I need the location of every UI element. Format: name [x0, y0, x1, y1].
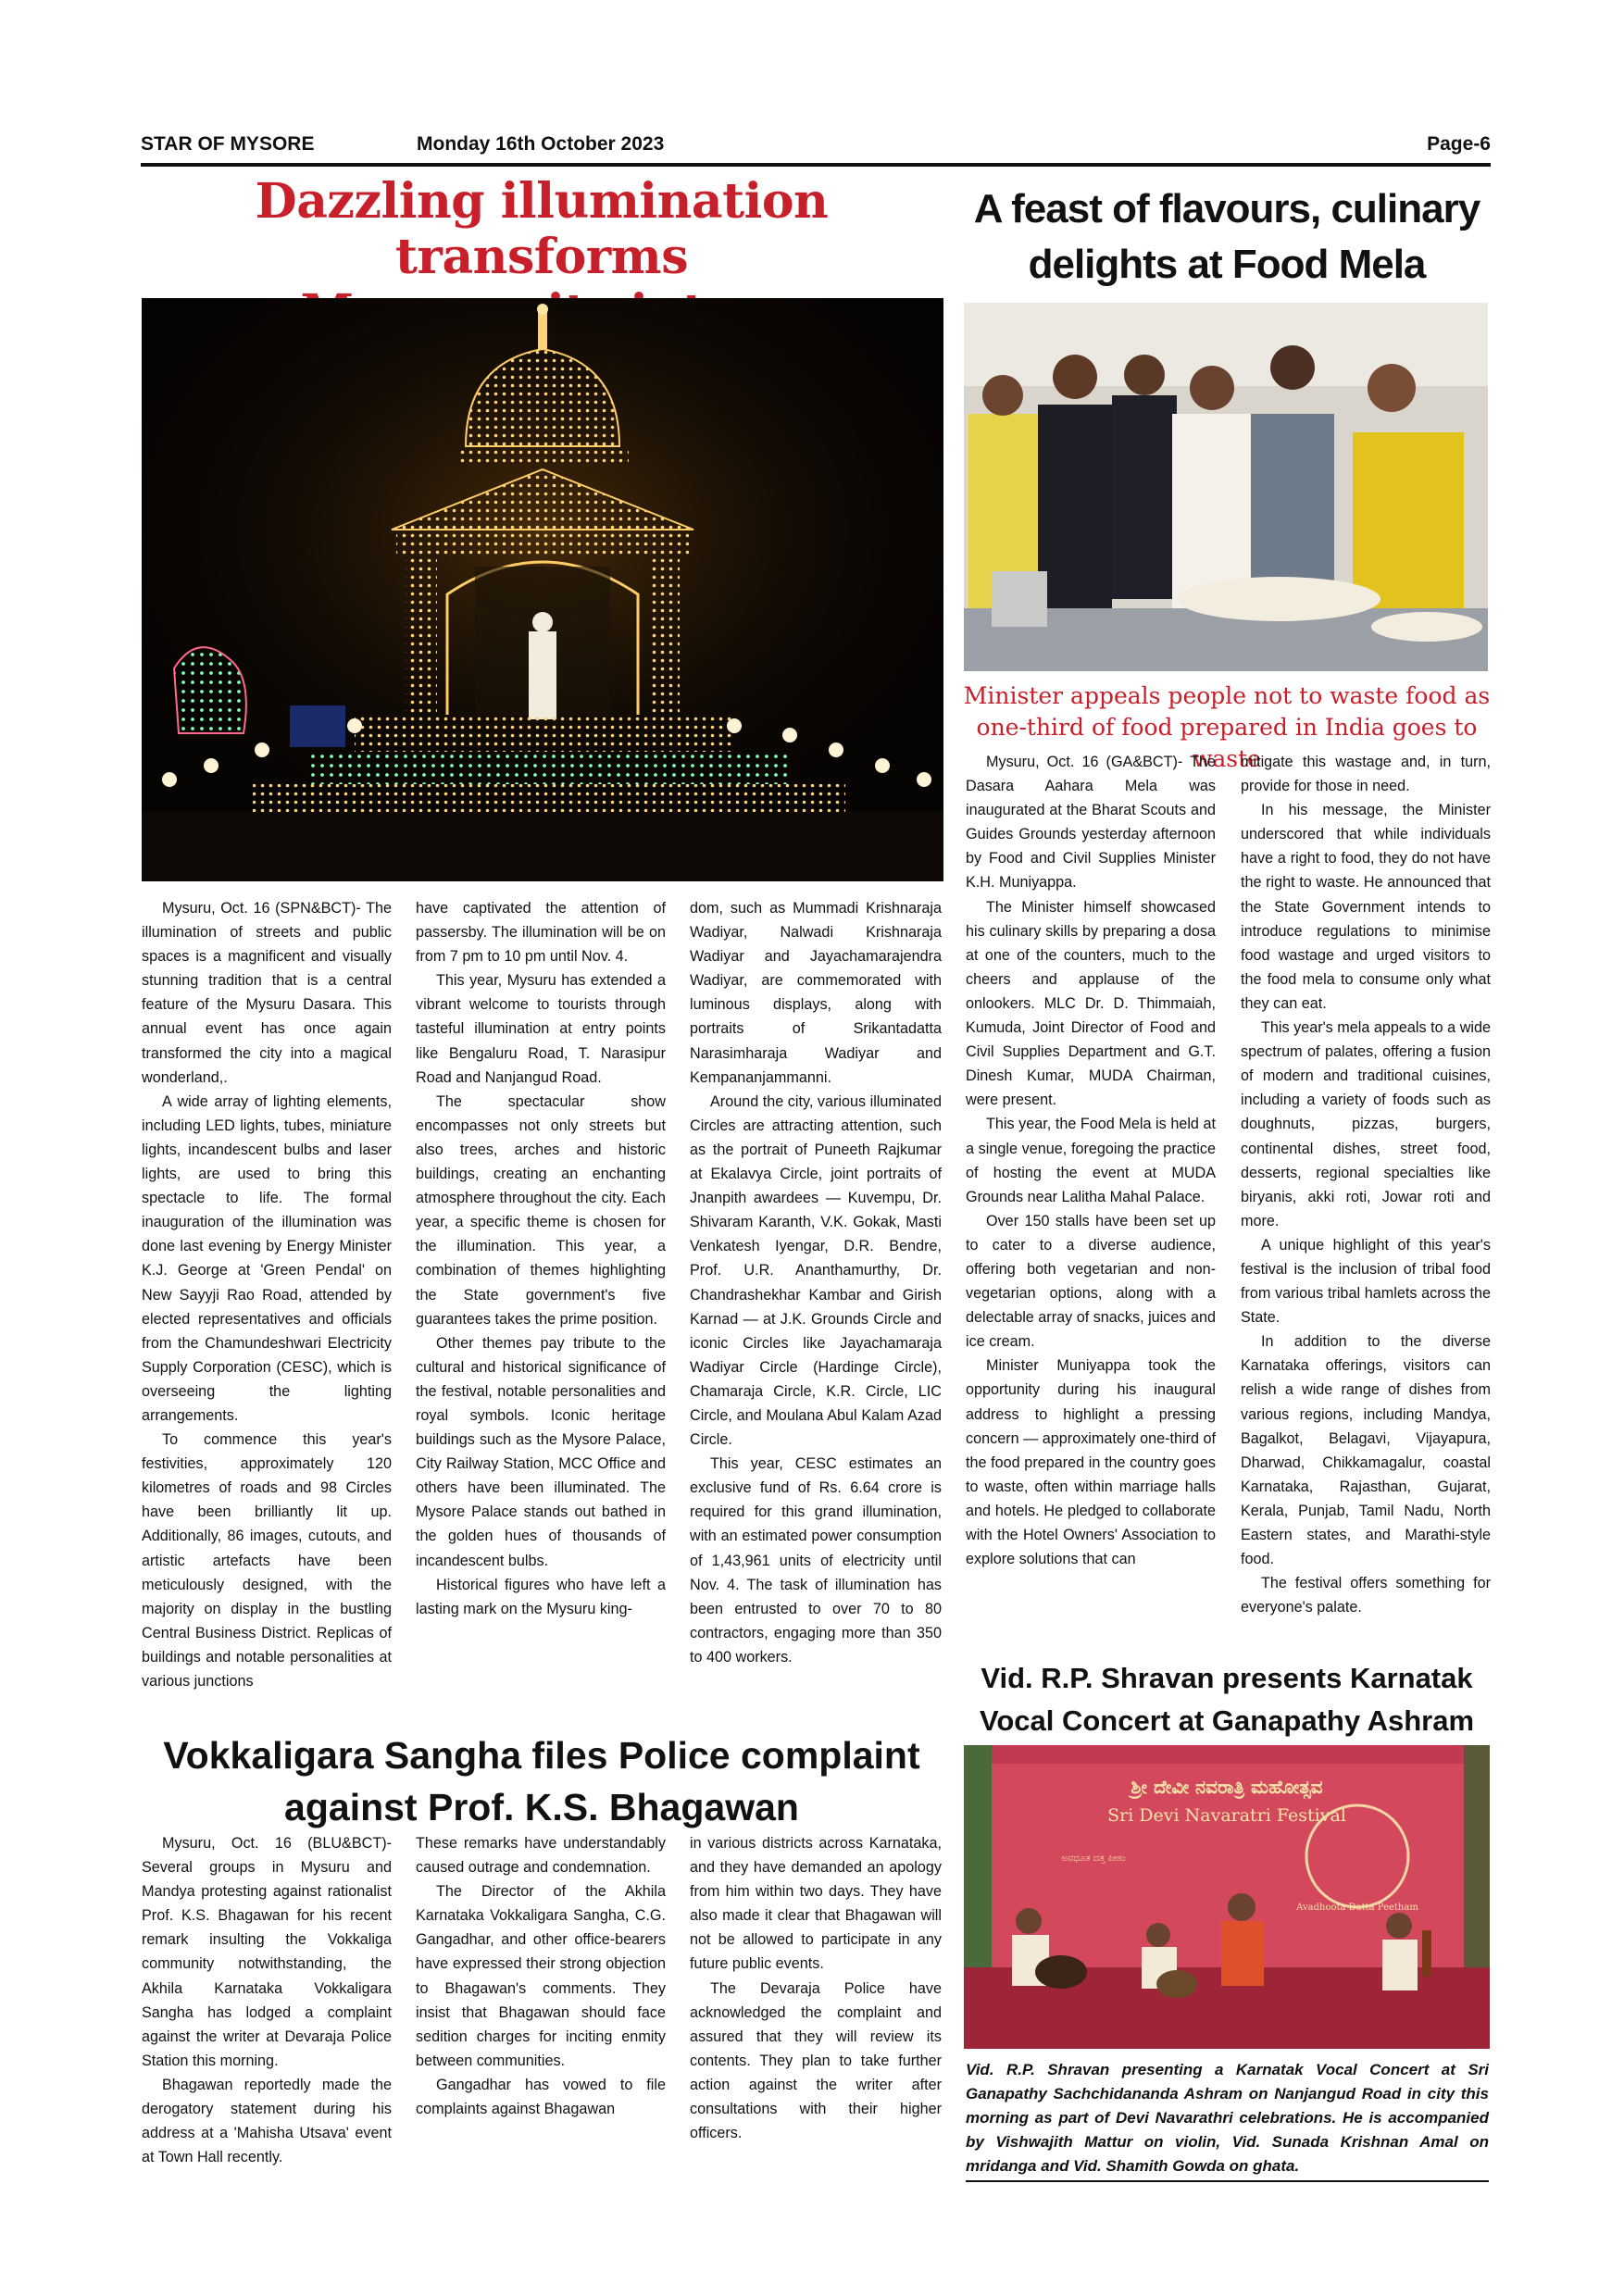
page-header — [141, 131, 1491, 167]
article4-headline-line2: Vocal Concert at Ganapathy Ashram — [979, 1704, 1475, 1737]
article4-headline — [963, 1657, 1491, 1742]
article1-col1-para: Mysuru, Oct. 16 (SPN&BCT)- The illumination of streets and public spaces is a magnificent and visually stunning tradition that is a central feature of the Mysuru Dasara. This annual event has once again transformed the city into a magical wonderland,. — [142, 900, 392, 1086]
article1-col1-para: To commence this year's festivities, approximately 120 kilometres of roads and 98 Circles have been brilliantly lit up. Additionally, 86 images, cutouts, and artistic artefacts have been meticulously designed, with the majority on display in the bustling Central Business District. Replicas of buildings and notable personalities at various junctions — [142, 1431, 392, 1690]
article1-column-1 — [142, 896, 392, 1693]
article1-col2-para: have captivated the attention of passersby. The illumination will be on from 7 pm to 10 pm until Nov. 4. — [416, 900, 666, 966]
banner-left-text: ಅವಧೂತ ದತ್ತ ಪೀಠಂ — [1061, 1853, 1126, 1864]
article1-col3-para: Around the city, various illuminated Circles are attracting attention, such as the portrait of Puneeth Rajkumar at Ekalavya Circle, joint portraits of Jnanpith awardees — Kuvempu, Dr. Shivaram Karanth, V.K. Gokak, Masti Venkatesh Iyengar, D.R. Bendre, Prof. U.R. Ananthamurthy, Dr. Chandrashekhar Kambar and Girish Karnad — at J.K. Grounds Circle and iconic Circles like Jayachamaraja Wadiyar Circle (Hardinge Circle), Chamaraja Circle, K.R. Circle, LIC Circle, and Moulana Abul Kalam Azad Circle. — [690, 1092, 942, 1449]
article1-col3-para: This year, CESC estimates an exclusive fund of Rs. 6.64 crore is required for this grand illumination, with an estimated power consumption of 1,43,961 units of electricity until Nov. 4. The task of illumination has been entrusted to over 70 to 80 contractors, engaging more than 350 to 400 workers. — [690, 1455, 942, 1666]
article2-col1-para: This year, the Food Mela is held at a single venue, foregoing the practice of hosting the event at MUDA Grounds near Lalitha Mahal Palace. — [966, 1116, 1216, 1205]
article3-col2-para: Gangadhar has vowed to file complaints against Bhagawan — [416, 2076, 666, 2118]
article4-headline-line1: Vid. R.P. Shravan presents Karnatak — [981, 1662, 1473, 1694]
article2-headline-line2: delights at Food Mela — [1028, 242, 1426, 287]
banner-english-text: Sri Devi Navaratri Festival — [1107, 1805, 1346, 1826]
article1-col2-para: The spectacular show encompasses not only streets but also trees, arches and historic buildings, creating an enchanting atmosphere throughout the city. Each year, a specific theme is chosen for the illumination. This year, a combination of themes highlighting the State government's five guarantees takes the prime position. — [416, 1092, 666, 1328]
article3-col1-para: Mysuru, Oct. 16 (BLU&BCT)- Several groups in Mysuru and Mandya protesting against rationalist Prof. K.S. Bhagawan for his recent remark insulting the Vokkaliga community notwithstanding, the Akhila Karnataka Vokkaligara Sangha has lodged a complaint against the writer at Devaraja Police Station this morning. — [142, 1835, 392, 2069]
article1-col3-para: dom, such as Mummadi Krishnaraja Wadiyar, Nalwadi Krishnaraja Wadiyar and Jayachamarajendra Wadiyar, are commemorated with luminous displays, along with portraits of Srikantadatta Narasimharaja Wadiyar and Kempananjammanni. — [690, 900, 942, 1086]
article2-col2-para: A unique highlight of this year's festival is the inclusion of tribal food from various tribal hamlets across the State. — [1241, 1236, 1491, 1327]
article3-column-1 — [142, 1831, 392, 2169]
article2-col1-para: Over 150 stalls have been set up to cater to a diverse audience, offering both vegetarian and non-vegetarian options, along with a delectable array of snacks, juices and ice cream. — [966, 1212, 1216, 1351]
article2-column-2 — [1241, 750, 1491, 1619]
article2-column-1 — [966, 750, 1216, 1571]
article2-col1-para: Mysuru, Oct. 16 (GA&BCT)- The Dasara Aahara Mela was inaugurated at the Bharat Scouts and Guides Grounds yesterday afternoon by Food and Civil Supplies Minister K.H. Muniyappa. — [966, 754, 1216, 892]
article1-headline-line1: Dazzling illumination transforms — [255, 173, 829, 285]
article1-col1-para: A wide array of lighting elements, including LED lights, tubes, miniature lights, incandescent bulbs and laser lights, are used to bring this spectacle to life. The formal inauguration of the illumination was done last evening by Energy Minister K.J. George at 'Green Pendal' on New Sayyji Rao Road, attended by elected representatives and officials from the Chamundeshwari Electricity Supply Corporation (CESC), which is overseeing the lighting arrangements. — [142, 1092, 392, 1424]
concert-photo — [964, 1745, 1490, 2049]
article1-col2-para: Historical figures who have left a lasting mark on the Mysuru king- — [416, 1576, 666, 1617]
page-number: Page-6 — [1427, 133, 1491, 155]
article1-col2-para: This year, Mysuru has extended a vibrant welcome to tourists through tasteful illumination at entry points like Bengaluru Road, T. Narasipur Road and Nanjangud Road. — [416, 972, 666, 1086]
illumination-photo — [142, 298, 943, 881]
article2-sub-line2: one-third of food prepared in India goes to waste — [976, 714, 1478, 772]
article3-headline-line1: Vokkaligara Sangha files Police complaint — [163, 1734, 920, 1777]
article1-column-2 — [416, 896, 666, 1621]
article2-col2-para: mitigate this wastage and, in turn, provide for those in need. — [1241, 754, 1491, 795]
article3-column-3 — [690, 1831, 942, 2145]
article3-col2-para: These remarks have understandably caused outrage and condemnation. — [416, 1835, 666, 1877]
article3-col3-para: in various districts across Karnataka, and they have demanded an apology from him within two days. They have also made it clear that Bhagawan will not be allowed to participate in any future public events. — [690, 1835, 942, 1973]
banner-kannada-text: ಶ್ರೀ ದೇವೀ ನವರಾತ್ರಿ ಮಹೋತ್ಸವ — [1131, 1776, 1323, 1798]
article3-headline-line2: against Prof. K.S. Bhagawan — [284, 1786, 799, 1828]
article1-col2-para: Other themes pay tribute to the cultural and historical significance of the festival, notable personalities and royal symbols. Iconic heritage buildings such as the Mysore Palace, City Railway Station, MCC Office and others have been illuminated. The Mysore Palace stands out bathed in the golden hues of thousands of incandescent bulbs. — [416, 1334, 666, 1569]
article2-col1-para: The Minister himself showcased his culinary skills by preparing a dosa at one of the counters, much to the cheers and applause of the onlookers. MLC Dr. D. Thimmaiah, Kumuda, Joint Director of Food and Civil Supplies Department and G.T. Dinesh Kumar, MUDA Chairman, were present. — [966, 898, 1216, 1109]
banner-right-text: Avadhoota Datta Peetham — [1296, 1903, 1418, 1913]
issue-date: Monday 16th October 2023 — [417, 133, 665, 155]
article3-col2-para: The Director of the Akhila Karnataka Vokkaligara Sangha, C.G. Gangadhar, and other office-bearers have expressed their strong objection to Bhagawan's comments. They insist that Bhagawan should face sedition charges for inciting enmity between communities. — [416, 1883, 666, 2069]
article2-col2-para: This year's mela appeals to a wide spectrum of palates, offering a fusion of modern and traditional cuisines, including a variety of foods such as doughnuts, pizzas, burgers, continental dishes, street food, desserts, regional specialties like biryanis, akki roti, Jowar roti and more. — [1241, 1019, 1491, 1229]
article2-col2-para: In his message, the Minister underscored that while individuals have a right to food, they do not have the right to waste. He announced that the State Government intends to introduce regulations to minimise food wastage and urged visitors to the food mela to consume only what they can eat. — [1241, 802, 1491, 1012]
article2-headline — [963, 181, 1491, 293]
article3-headline — [139, 1729, 944, 1833]
article2-col1-para: Minister Muniyappa took the opportunity during his inaugural address to highlight a pressing concern — approximately one-third of the food prepared in the country goes to waste, often within marriage halls and hotels. He pledged to collaborate with the Hotel Owners' Association to explore solutions that can — [966, 1357, 1216, 1568]
article3-column-2 — [416, 1831, 666, 2121]
concert-photo-caption: Vid. R.P. Shravan presenting a Karnatak Vocal Concert at Sri Ganapathy Sachchidananda Ashram on Nanjangud Road in city this morning as part of Devi Navarathri celebrations. He is accompanied by Vishwajith Mattur on violin, Vid. Sunada Krishnan Amal on mridanga and Vid. Shamith Gowda on ghata. — [966, 2058, 1489, 2182]
article3-col1-para: Bhagawan reportedly made the derogatory statement during his address at a 'Mahisha Utsava' event at Town Hall recently. — [142, 2076, 392, 2166]
article3-col3-para: The Devaraja Police have acknowledged the complaint and assured that they will review its contents. They plan to take further action against the writer after consultations with their higher officers. — [690, 1979, 942, 2142]
paper-name: STAR OF MYSORE — [141, 133, 315, 155]
article2-headline-line1: A feast of flavours, culinary — [973, 186, 1480, 231]
article2-sub-line1: Minister appeals people not to waste food as — [963, 682, 1491, 709]
article2-col2-para: In addition to the diverse Karnataka offerings, visitors can relish a wide range of dishes from various regions, including Mandya, Bagalkot, Belagavi, Vijayapura, Dharwad, Chikkamagalur, coastal Karnataka, Rajasthan, Gujarat, Kerala, Punjab, Tamil Nadu, North Eastern states, and Marathi-style food. — [1241, 1333, 1491, 1568]
article1-column-3 — [690, 896, 942, 1669]
food-mela-photo — [964, 303, 1488, 671]
article2-col2-para: The festival offers something for everyone's palate. — [1241, 1575, 1491, 1616]
